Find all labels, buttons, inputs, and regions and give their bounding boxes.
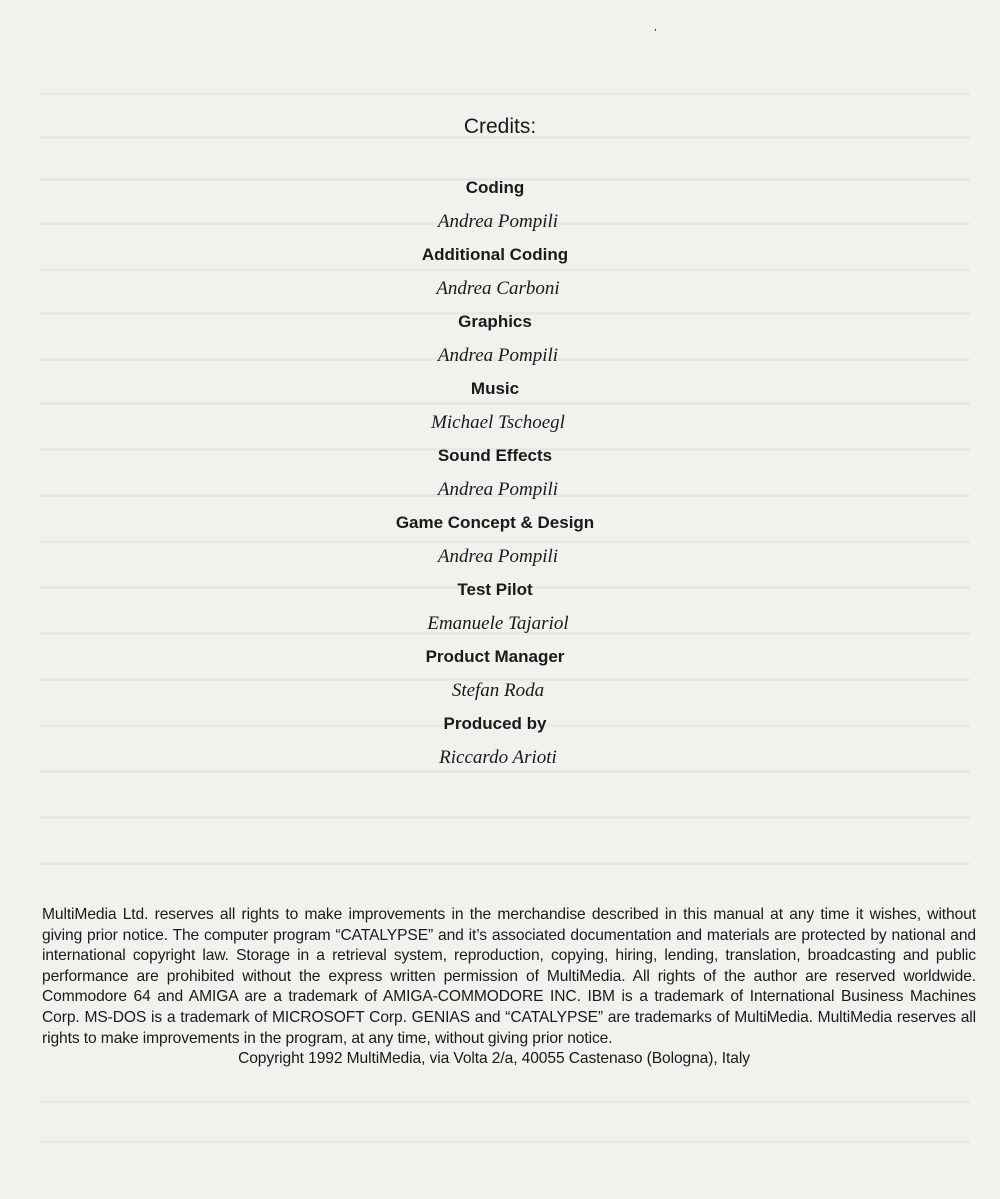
credit-role: Graphics (458, 312, 532, 331)
bleed-through-texture (40, 816, 970, 819)
credit-name: Andrea Pompili (437, 546, 559, 567)
credit-name: Andrea Pompili (437, 345, 559, 366)
credit-role: Sound Effects (437, 446, 553, 465)
bleed-through-texture (40, 1100, 970, 1103)
credit-name: Riccardo Arioti (439, 747, 557, 768)
credit-role: Produced by (443, 714, 547, 733)
credit-entry-game-concept (0, 506, 1000, 573)
legal-notice (42, 905, 976, 1070)
credits-section (0, 112, 1000, 774)
credits-title: Credits: (463, 115, 537, 138)
credit-entry-produced-by (0, 707, 1000, 774)
legal-body: MultiMedia Ltd. reserves all rights to make improvements in the merchandise described in this manual at any time it wishes, without giving prior notice. The computer program “CATALYPSE” and it’s associated documentation and materials are protected by national and international copyright law. Storage in a retrieval system, reproduction, copying, hiring, lending, translation, broadcasting and public performance are prohibited without the express written permission of MultiMedia. All rights of the author are reserved worldwide. Commodore 64 and AMIGA are a trademark of AMIGA-COMMODORE INC. IBM is a trademark of International Business Machines Corp. MS-DOS is a trademark of MICROSOFT Corp. GENIAS and “CATALYPSE” are trademarks of MultiMedia. MultiMedia reserves all rights to make improvements in the program, at any time, without giving prior notice. (42, 906, 976, 1047)
credit-name: Andrea Pompili (437, 211, 559, 232)
credit-role: Test Pilot (457, 580, 533, 599)
bleed-through-texture (40, 92, 970, 95)
copyright-line: Copyright 1992 MultiMedia, via Volta 2/a, 40055 Castenaso (Bologna), Italy (238, 1050, 750, 1068)
credit-name: Emanuele Tajariol (427, 613, 569, 634)
credit-role: Music (470, 379, 520, 398)
bleed-through-texture (40, 1140, 970, 1143)
credit-entry-test-pilot (0, 573, 1000, 640)
print-tick-mark: ˈ (653, 26, 658, 42)
bleed-through-texture (40, 862, 970, 865)
credit-name: Michael Tschoegl (431, 412, 565, 433)
credit-entry-graphics (0, 305, 1000, 372)
credit-name: Andrea Carboni (436, 278, 560, 299)
credit-role: Coding (465, 178, 525, 197)
credit-entry-additional-coding (0, 238, 1000, 305)
credit-entry-sound-effects (0, 439, 1000, 506)
credit-role: Additional Coding (421, 245, 569, 264)
credit-role: Product Manager (425, 647, 565, 666)
credit-entry-coding (0, 171, 1000, 238)
credit-name: Andrea Pompili (437, 479, 559, 500)
credit-entry-music (0, 372, 1000, 439)
credit-role: Game Concept & Design (395, 513, 595, 532)
credit-entry-product-manager (0, 640, 1000, 707)
credit-name: Stefan Roda (451, 680, 545, 701)
